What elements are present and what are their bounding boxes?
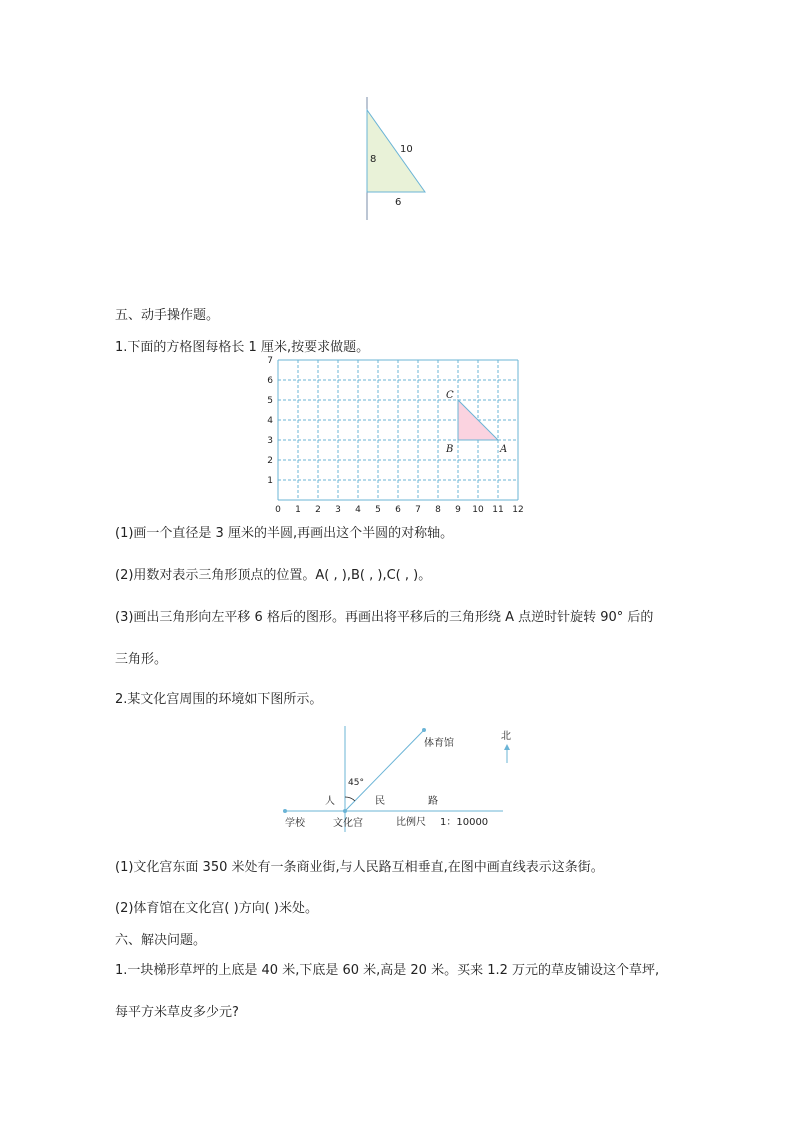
q1-sub3-line2: 三角形。: [115, 652, 168, 667]
stadium-point: [422, 728, 426, 732]
q1-sub1: (1)画一个直径是 3 厘米的半圆,再画出这个半圆的对称轴。: [115, 526, 454, 541]
angle-arc: [345, 797, 355, 801]
x-tick-label: 10: [472, 505, 484, 515]
y-tick-label: 3: [267, 436, 273, 446]
x-tick-label: 9: [455, 505, 461, 515]
x-tick-label: 6: [395, 505, 401, 515]
x-tick-label: 0: [275, 505, 281, 515]
q2-text: 2.某文化宫周围的环境如下图所示。: [115, 692, 323, 707]
coordinate-grid: [262, 356, 534, 515]
right-triangle-figure: [350, 90, 450, 225]
x-tick-label: 5: [375, 505, 381, 515]
section5-heading: 五、动手操作题。: [115, 308, 220, 323]
side-hyp-label: 10: [400, 144, 413, 155]
y-tick-label: 5: [267, 396, 273, 406]
north-arrow-icon: [504, 744, 510, 750]
section6-q1-line2: 每平方米草皮多少元?: [115, 1005, 239, 1020]
x-tick-label: 12: [512, 505, 524, 515]
q1-text: 1.下面的方格图每格长 1 厘米,按要求做题。: [115, 340, 370, 355]
x-axis-ticks: [275, 505, 524, 515]
stadium-label: 体育馆: [424, 738, 454, 749]
y-tick-label: 1: [267, 476, 273, 486]
section6-heading: 六、解决问题。: [115, 933, 207, 948]
school-point: [283, 809, 287, 813]
x-tick-label: 2: [315, 505, 321, 515]
q2-sub2: (2)体育馆在文化宫( )方向( )米处。: [115, 901, 318, 916]
y-tick-label: 6: [267, 376, 273, 386]
q1-sub3-line1: (3)画出三角形向左平移 6 格后的图形。再画出将平移后的三角形绕 A 点逆时针旋转 90° 后的: [115, 610, 654, 625]
point-label-c: C: [446, 390, 454, 401]
side-bottom-label: 6: [395, 197, 402, 208]
y-tick-label: 4: [267, 416, 273, 426]
road-label-min: 民: [375, 796, 385, 807]
section6-q1-line1: 1.一块梯形草坪的上底是 40 米,下底是 60 米,高是 20 米。买来 1.2 万元的草皮铺设这个草坪,: [115, 963, 660, 978]
palace-point: [343, 809, 347, 813]
road-label-lu: 路: [428, 796, 438, 807]
side-left-label: 8: [370, 154, 377, 165]
x-tick-label: 7: [415, 505, 421, 515]
x-tick-label: 4: [355, 505, 361, 515]
angle-label: 45°: [348, 778, 364, 788]
point-label-a: A: [500, 444, 508, 455]
north-label: 北: [501, 731, 511, 742]
palace-label: 文化宫: [333, 818, 363, 829]
point-label-b: B: [446, 444, 454, 455]
y-axis-ticks: [267, 356, 273, 486]
y-tick-label: 2: [267, 456, 273, 466]
school-label: 学校: [285, 818, 305, 829]
x-tick-label: 11: [492, 505, 504, 515]
culture-palace-map: [278, 722, 518, 837]
x-tick-label: 3: [335, 505, 341, 515]
x-tick-label: 8: [435, 505, 441, 515]
road-label-ren: 人: [325, 796, 335, 807]
q1-sub2: (2)用数对表示三角形顶点的位置。A( , ),B( , ),C( , )。: [115, 568, 432, 583]
y-tick-label: 7: [267, 356, 273, 366]
q2-sub1: (1)文化宫东面 350 米处有一条商业街,与人民路互相垂直,在图中画直线表示这条街。: [115, 860, 604, 875]
triangle-shape: [367, 110, 425, 192]
scale-value: 1：10000: [440, 817, 489, 828]
scale-label: 比例尺: [396, 817, 426, 828]
x-tick-label: 1: [295, 505, 301, 515]
